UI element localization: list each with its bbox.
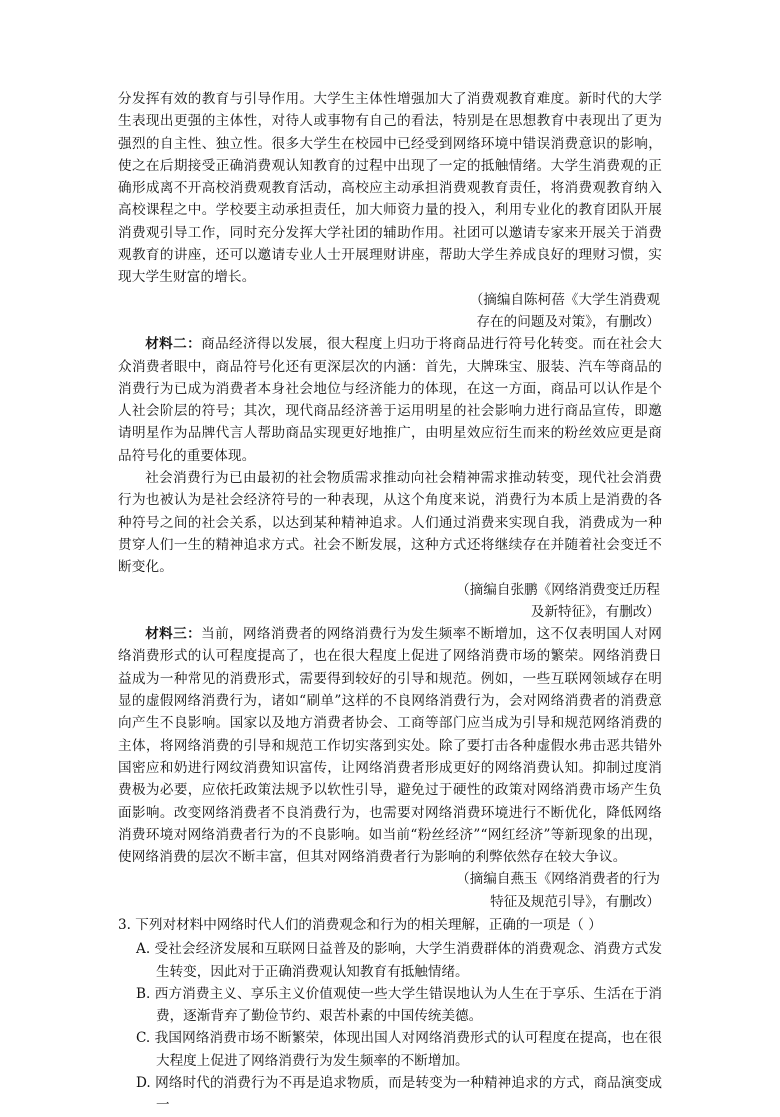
material2-source-line1: （摘编自张鹏《网络消费变迁历程 bbox=[456, 581, 660, 598]
material3-label: 材料三： bbox=[145, 626, 202, 643]
material3-para1 bbox=[118, 623, 662, 868]
material2-label: 材料二： bbox=[145, 336, 202, 353]
material3-source-line2: 特征及规范引导》，有删改） bbox=[490, 893, 660, 910]
material2-para1 bbox=[118, 333, 662, 467]
option-a[interactable]: A. 受社会经济发展和互联网日益普及的影响，大学生消费群体的消费观念、消费方式发生转变，因此对于正确消费观认知教育有抵触情绪。 bbox=[136, 941, 662, 980]
option-b[interactable]: B. 西方消费主义、享乐主义价值观使一些大学生错误地认为人生在于享乐、生活在于消费，逐渐背弃了勤俭节约、艰苦朴素的中国传统美德。 bbox=[136, 985, 662, 1025]
material2-para2: 社会消费行为已由最初的社会物质需求推动向社会精神需求推动转变，现代社会消费行为也被认为是社会经济符号的一种表现，从这个角度来说，消费行为本质上是消费的各种符号之间的社会关系，以达到某种精神追求。人们通过消费来实现自我，消费成为一种贯穿人们一生的精神追求方式。社会不断发展，这种方式还将继续存在并随着社会变迁不断变化。 bbox=[118, 470, 662, 576]
material1-continuation: 分发挥有效的教育与引导作用。大学生主体性增强加大了消费观教育难度。新时代的大学生表现出更强的主体性，对待人或事物有自己的看法，特别是在思想教育中表现出了更为强烈的自主性、独立性。很多大学生在校园中已经受到网络环境中错误消费意识的影响，使之在后期接受正确消费观认知教育的过程中出现了一定的抵触情绪。大学生消费观的正确形成离不开高校消费观教育活动，高校应主动承担消费观教育责任，将消费观教育纳入高校课程之中。学校要主动承担责任，加大师资力量的投入，利用专业化的教育团队开展消费观引导工作，同时充分发挥大学社团的辅助作用。社团可以邀请专家来开展关于消费观教育的讲座，还可以邀请专业人士开展理财讲座，帮助大学生养成良好的理财习惯，实现大学生财富的增长。 bbox=[118, 91, 662, 286]
material3-para1-text: 当前，网络消费者的网络消费行为发生频率不断增加，这不仅表明国人对网络消费形式的认可程度提高了，也在很大程度上促进了网络消费市场的繁荣。网络消费日益成为一种常见的消费形式，需要得到较好的引导和规范。例如，一些互联网领域存在明显的虚假网络消费行为，诸如“刷单”这样的不良网络消费行为，会对网络消费者的消费意向产生不良影响。国家以及地方消费者协会、工商等部门应当成为引导和规范网络消费的主体，将网络消费的引导和规范工作切实落到实处。除了要打击各种虚假水弗击恶共错外国密应和奶进行网纹消费知识富传，让网络消费者形成更好的网络消费认知。抑制过度消费极为必要，应依托政策法规予以软性引导，避免过于硬性的政策对网络消费市场产生负面影响。改变网络消费者不良消费行为，也需要对网络消费环境进行不断优化，降低网络消费环境对网络消费者行为的不良影响。如当前“粉丝经济”“网红经济”等新现象的出现，使网络消费的层次不断丰富，但其对网络消费者行为影响的利弊依然存在较大争议。 bbox=[118, 626, 662, 866]
option-d[interactable]: D. 网络时代的消费行为不再是追求物质，而是转变为一种精神追求的方式，商品演变成一 bbox=[136, 1075, 662, 1114]
material1-source-line2: 存在的问题及对策》，有删改） bbox=[476, 313, 660, 330]
material3-source-line1: （摘编自燕玉《网络消费者的行为 bbox=[456, 871, 660, 888]
material2-source-line2: 及新特征》，有删改） bbox=[530, 603, 660, 620]
material1-source-line1: （摘编自陈柯蓓《大学生消费观 bbox=[469, 291, 660, 308]
question-stem: 3. 下列对材料中网络时代人们的消费观念和行为的相关理解，正确的一项是（ ） bbox=[118, 916, 602, 933]
material2-para1-text: 商品经济得以发展，很大程度上归功于将商品进行符号化转变。而在社会大众消费者眼中，商品符号化还有更深层次的内涵：首先，大牌珠宝、服装、汽车等商品的消费行为已成为消费者本身社会地位与经济能力的体现，在这一方面，商品可以认作是个人社会阶层的符号；其次，现代商品经济善于运用明星的社会影响力进行商品宣传，即邀请明星作为品牌代言人帮助商品实现更好地推广，由明星效应衍生而来的粉丝效应更是商品符号化的重要体现。 bbox=[118, 336, 662, 464]
option-c[interactable]: C. 我国网络消费市场不断繁荣，体现出国人对网络消费形式的认可程度在提高，也在很大程度上促进了网络消费行为发生频率的不断增加。 bbox=[136, 1030, 662, 1069]
